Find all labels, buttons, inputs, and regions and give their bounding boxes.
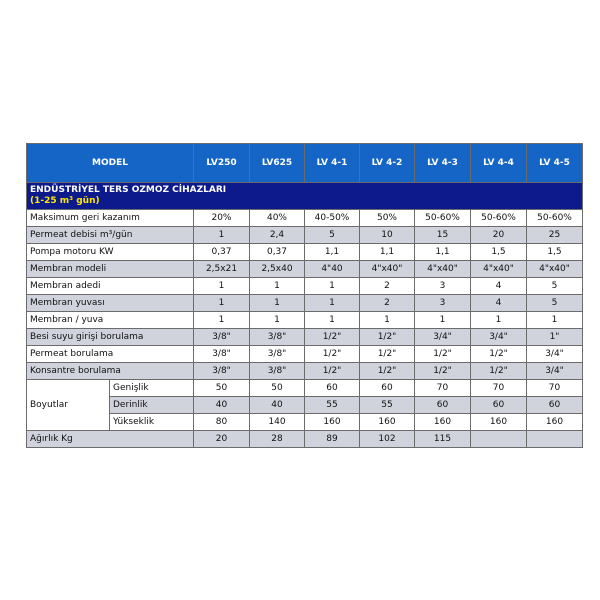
row-value: 1,5 bbox=[527, 244, 583, 261]
weight-value bbox=[527, 431, 583, 448]
weight-value bbox=[471, 431, 527, 448]
row-value: 1 bbox=[527, 312, 583, 329]
row-value: 1 bbox=[305, 278, 360, 295]
row-value: 1/2" bbox=[360, 346, 415, 363]
table-row bbox=[27, 431, 583, 448]
dimension-value: 60 bbox=[471, 397, 527, 414]
row-label: Maksimum geri kazanım bbox=[27, 210, 194, 227]
row-value: 1 bbox=[194, 295, 250, 312]
table-row bbox=[27, 312, 583, 329]
row-value: 3/4" bbox=[527, 346, 583, 363]
table-row bbox=[27, 210, 583, 227]
table-row bbox=[27, 244, 583, 261]
weight-value: 115 bbox=[415, 431, 471, 448]
row-value: 4"x40" bbox=[527, 261, 583, 278]
header-row bbox=[27, 144, 583, 183]
dimension-value: 160 bbox=[415, 414, 471, 431]
model-header-cell: LV250 bbox=[194, 144, 250, 183]
category-capacity: (1-25 m³ gün) bbox=[30, 196, 100, 206]
row-value: 2 bbox=[360, 278, 415, 295]
dimension-value: 140 bbox=[250, 414, 305, 431]
dimension-value: 60 bbox=[527, 397, 583, 414]
row-value: 1 bbox=[305, 312, 360, 329]
row-value: 3/4" bbox=[415, 329, 471, 346]
row-value: 3/8" bbox=[250, 363, 305, 380]
row-value: 4"x40" bbox=[360, 261, 415, 278]
weight-value: 102 bbox=[360, 431, 415, 448]
table-row bbox=[27, 295, 583, 312]
category-title-cell bbox=[27, 183, 583, 210]
dimension-value: 60 bbox=[360, 380, 415, 397]
weight-value: 28 bbox=[250, 431, 305, 448]
row-value: 1/2" bbox=[471, 346, 527, 363]
category-title: ENDÜSTRİYEL TERS OZMOZ CİHAZLARI bbox=[30, 185, 227, 195]
row-value: 4"40 bbox=[305, 261, 360, 278]
row-value: 5 bbox=[305, 227, 360, 244]
row-value: 40-50% bbox=[305, 210, 360, 227]
row-value: 1 bbox=[250, 312, 305, 329]
row-value: 1 bbox=[415, 312, 471, 329]
row-label: Besi suyu girişi borulama bbox=[27, 329, 194, 346]
row-value: 2,5x21 bbox=[194, 261, 250, 278]
row-value: 1/2" bbox=[415, 346, 471, 363]
row-value: 1,1 bbox=[360, 244, 415, 261]
row-label: Membran yuvası bbox=[27, 295, 194, 312]
row-value: 3/8" bbox=[250, 346, 305, 363]
row-value: 1/2" bbox=[305, 329, 360, 346]
row-value: 1 bbox=[250, 295, 305, 312]
row-label: Membran / yuva bbox=[27, 312, 194, 329]
row-value: 0,37 bbox=[194, 244, 250, 261]
dimension-value: 160 bbox=[305, 414, 360, 431]
row-label: Membran modeli bbox=[27, 261, 194, 278]
row-value: 1 bbox=[471, 312, 527, 329]
row-value: 1 bbox=[194, 278, 250, 295]
row-value: 1/2" bbox=[360, 363, 415, 380]
dimension-value: 70 bbox=[527, 380, 583, 397]
row-value: 1/2" bbox=[305, 346, 360, 363]
model-header-cell: LV 4-3 bbox=[415, 144, 471, 183]
row-value: 1 bbox=[305, 295, 360, 312]
row-value: 3/4" bbox=[527, 363, 583, 380]
row-value: 1/2" bbox=[305, 363, 360, 380]
table-row bbox=[27, 346, 583, 363]
weight-label: Ağırlık Kg bbox=[27, 431, 194, 448]
dimension-value: 160 bbox=[471, 414, 527, 431]
dimensions-group-label: Boyutlar bbox=[27, 380, 110, 431]
row-value: 5 bbox=[527, 295, 583, 312]
row-value: 3/8" bbox=[250, 329, 305, 346]
row-value: 1 bbox=[250, 278, 305, 295]
row-label: Permeat borulama bbox=[27, 346, 194, 363]
dimension-value: 40 bbox=[194, 397, 250, 414]
row-label: Membran adedi bbox=[27, 278, 194, 295]
dimension-value: 50 bbox=[194, 380, 250, 397]
table-row bbox=[27, 363, 583, 380]
weight-value: 20 bbox=[194, 431, 250, 448]
model-header-cell: LV 4-2 bbox=[360, 144, 415, 183]
model-header: MODEL bbox=[27, 144, 194, 183]
dimension-value: 50 bbox=[250, 380, 305, 397]
dimension-value: 55 bbox=[305, 397, 360, 414]
dimension-value: 60 bbox=[415, 397, 471, 414]
weight-value: 89 bbox=[305, 431, 360, 448]
row-value: 1" bbox=[527, 329, 583, 346]
table-row bbox=[27, 278, 583, 295]
model-header-cell: LV 4-1 bbox=[305, 144, 360, 183]
row-value: 20 bbox=[471, 227, 527, 244]
row-value: 4"x40" bbox=[415, 261, 471, 278]
row-value: 15 bbox=[415, 227, 471, 244]
row-value: 2,4 bbox=[250, 227, 305, 244]
row-value: 3/4" bbox=[471, 329, 527, 346]
row-value: 1,1 bbox=[305, 244, 360, 261]
row-value: 1 bbox=[360, 312, 415, 329]
dimension-value: 160 bbox=[360, 414, 415, 431]
table-row bbox=[27, 380, 583, 397]
dimension-value: 80 bbox=[194, 414, 250, 431]
row-value: 4"x40" bbox=[471, 261, 527, 278]
row-label: Pompa motoru KW bbox=[27, 244, 194, 261]
dimension-label: Derinlik bbox=[110, 397, 194, 414]
model-header-cell: LV 4-4 bbox=[471, 144, 527, 183]
row-value: 20% bbox=[194, 210, 250, 227]
row-value: 2,5x40 bbox=[250, 261, 305, 278]
row-value: 4 bbox=[471, 278, 527, 295]
dimension-value: 70 bbox=[415, 380, 471, 397]
row-label: Konsantre borulama bbox=[27, 363, 194, 380]
row-value: 1/2" bbox=[415, 363, 471, 380]
dimension-value: 160 bbox=[527, 414, 583, 431]
row-value: 1 bbox=[194, 227, 250, 244]
row-value: 3/8" bbox=[194, 363, 250, 380]
row-value: 1/2" bbox=[471, 363, 527, 380]
row-value: 3/8" bbox=[194, 346, 250, 363]
row-value: 3 bbox=[415, 278, 471, 295]
dimension-label: Yükseklik bbox=[110, 414, 194, 431]
table-row bbox=[27, 227, 583, 244]
row-value: 5 bbox=[527, 278, 583, 295]
row-value: 1/2" bbox=[360, 329, 415, 346]
spec-table bbox=[26, 143, 583, 448]
dimension-value: 55 bbox=[360, 397, 415, 414]
row-label: Permeat debisi m³/gün bbox=[27, 227, 194, 244]
row-value: 1 bbox=[194, 312, 250, 329]
row-value: 25 bbox=[527, 227, 583, 244]
row-value: 50-60% bbox=[527, 210, 583, 227]
category-row bbox=[27, 183, 583, 210]
model-header-cell: LV 4-5 bbox=[527, 144, 583, 183]
dimension-value: 70 bbox=[471, 380, 527, 397]
table-row bbox=[27, 397, 583, 414]
row-value: 50% bbox=[360, 210, 415, 227]
table-row bbox=[27, 414, 583, 431]
row-value: 0,37 bbox=[250, 244, 305, 261]
row-value: 50-60% bbox=[471, 210, 527, 227]
dimension-value: 40 bbox=[250, 397, 305, 414]
row-value: 1,1 bbox=[415, 244, 471, 261]
row-value: 1,5 bbox=[471, 244, 527, 261]
row-value: 2 bbox=[360, 295, 415, 312]
model-header-cell: LV625 bbox=[250, 144, 305, 183]
row-value: 40% bbox=[250, 210, 305, 227]
row-value: 3 bbox=[415, 295, 471, 312]
table-row bbox=[27, 261, 583, 278]
table-row bbox=[27, 329, 583, 346]
row-value: 50-60% bbox=[415, 210, 471, 227]
row-value: 4 bbox=[471, 295, 527, 312]
dimension-label: Genişlik bbox=[110, 380, 194, 397]
row-value: 10 bbox=[360, 227, 415, 244]
dimension-value: 60 bbox=[305, 380, 360, 397]
row-value: 3/8" bbox=[194, 329, 250, 346]
